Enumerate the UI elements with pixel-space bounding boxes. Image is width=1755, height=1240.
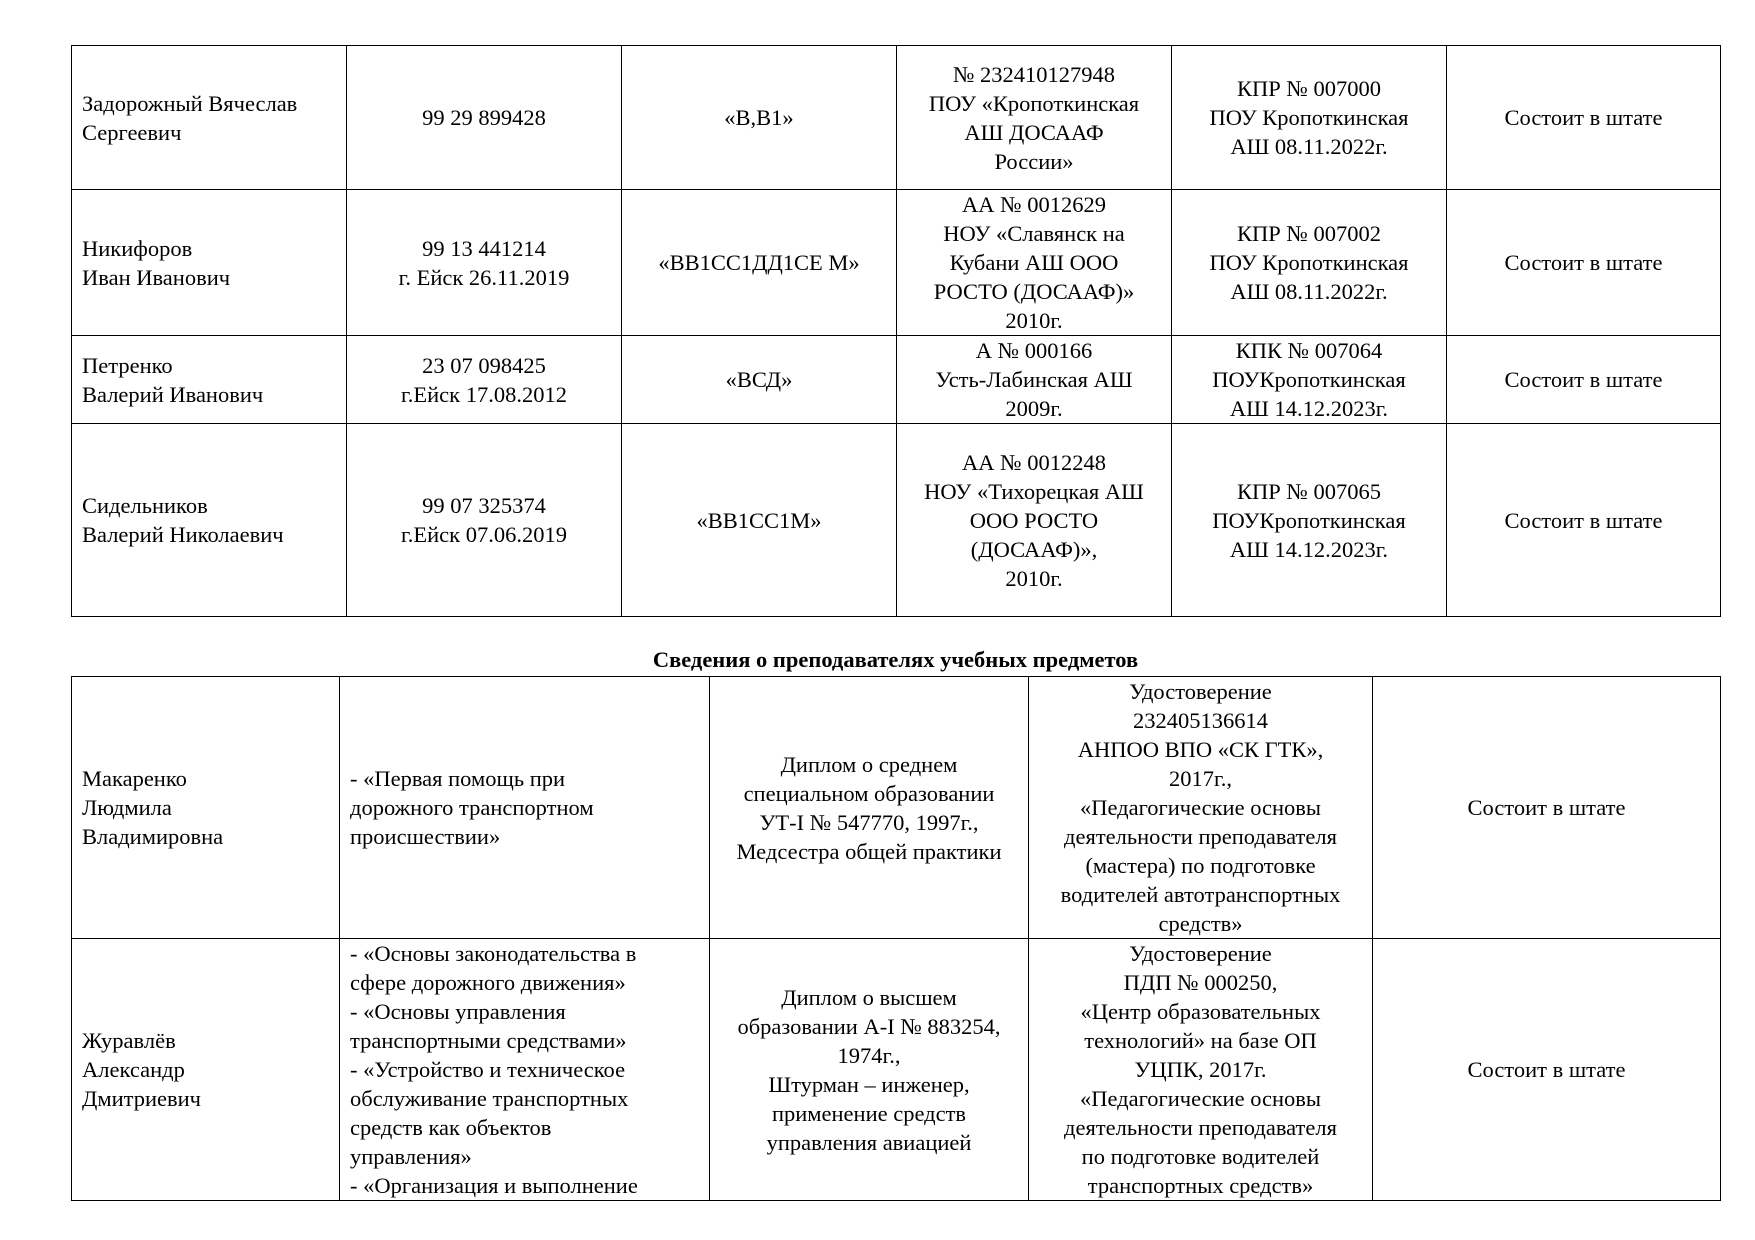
instructor-certificate-cell xyxy=(1172,336,1447,424)
instructor-certificate-line: ПОУ Кропоткинская xyxy=(1209,250,1409,275)
teacher-certificate-line: УЦПК, 2017г. xyxy=(1134,1057,1267,1082)
instructor-passport-line: 99 07 325374 xyxy=(422,493,546,518)
instructor-status: Состоит в штате xyxy=(1504,105,1663,130)
teacher-subjects-cell xyxy=(340,939,710,1201)
teacher-certificate-line: деятельности преподавателя xyxy=(1064,824,1337,849)
instructor-passport-line: 99 29 899428 xyxy=(422,105,546,130)
instructor-diploma-line: ООО РОСТО xyxy=(969,507,1099,533)
teacher-education-line: управления авиацией xyxy=(766,1129,972,1155)
instructor-name-line: Никифоров xyxy=(82,235,193,261)
instructor-name-line: Валерий Иванович xyxy=(82,381,264,407)
instructor-passport-line: 23 07 098425 xyxy=(422,352,546,378)
instructor-certificate-line: АШ 14.12.2023г. xyxy=(1229,396,1389,421)
instructor-row xyxy=(72,190,1721,336)
instructor-diploma-line: АА № 0012248 xyxy=(962,449,1106,475)
teacher-certificate-line: ПДП № 000250, xyxy=(1123,970,1278,995)
instructor-diploma-line: РОСТО (ДОСААФ)» xyxy=(933,279,1135,304)
instructor-diploma-line: № 232410127948 xyxy=(952,61,1116,87)
instructor-diploma-cell xyxy=(897,424,1172,617)
instructor-diploma-line: АШ ДОСААФ xyxy=(964,119,1104,145)
teacher-certificate-line: 2017г., xyxy=(1169,766,1232,791)
teacher-status: Состоит в штате xyxy=(1467,1057,1626,1082)
instructor-certificate-cell xyxy=(1172,424,1447,617)
instructor-passport-cell xyxy=(347,46,622,190)
instructor-category: «ВСД» xyxy=(725,367,793,392)
instructor-diploma-cell xyxy=(897,190,1172,336)
instructor-diploma-cell xyxy=(897,336,1172,424)
teacher-education-line: Штурман – инженер, xyxy=(768,1071,970,1097)
instructor-passport-line: г.Ейск 17.08.2012 xyxy=(401,381,567,407)
teacher-name-line: Дмитриевич xyxy=(82,1086,201,1111)
teacher-certificate-line: технологий» на базе ОП xyxy=(1084,1028,1317,1053)
teacher-name-cell xyxy=(72,939,340,1201)
instructor-diploma-line: НОУ «Славянск на xyxy=(943,221,1125,246)
instructor-name-line: Задорожный Вячеслав xyxy=(82,90,298,116)
teacher-education-line: применение средств xyxy=(771,1100,967,1126)
teacher-status-cell xyxy=(1373,939,1721,1201)
instructor-name-line: Сидельников xyxy=(82,493,208,518)
instructor-name-cell xyxy=(72,336,347,424)
instructor-diploma-line: НОУ «Тихорецкая АШ xyxy=(924,478,1144,504)
instructor-certificate-line: АШ 14.12.2023г. xyxy=(1229,536,1389,562)
teacher-education-cell xyxy=(710,939,1029,1201)
instructor-certificate-cell xyxy=(1172,190,1447,336)
instructor-diploma-line: ПОУ «Кропоткинская xyxy=(928,90,1140,116)
instructor-certificate-line: КПР № 007000 xyxy=(1237,76,1381,101)
instructor-category: «ВВ1СС1ДД1СЕ М» xyxy=(658,250,860,275)
teacher-subject-line: - «Устройство и техническое xyxy=(350,1057,626,1082)
instructor-category: «В,В1» xyxy=(724,105,794,130)
teacher-name-line: Александр xyxy=(82,1057,185,1082)
instructor-name-line: Петренко xyxy=(82,352,173,378)
teacher-certificate-line: Удостоверение xyxy=(1129,941,1272,966)
instructor-certificate-line: КПК № 007064 xyxy=(1235,338,1383,363)
teacher-certificate-line: деятельности преподавателя xyxy=(1064,1115,1337,1140)
teacher-subject-line: сфере дорожного движения» xyxy=(350,970,626,995)
instructor-certificate-line: КПР № 007002 xyxy=(1237,221,1381,246)
teachers-table xyxy=(71,676,1721,1201)
instructor-certificate-line: ПОУКропоткинская xyxy=(1212,507,1406,533)
instructor-diploma-line: АА № 0012629 xyxy=(962,192,1106,217)
teacher-certificate-line: «Центр образовательных xyxy=(1080,999,1321,1024)
teacher-certificate-cell xyxy=(1029,677,1373,939)
instructor-passport-cell xyxy=(347,190,622,336)
instructor-certificate-line: ПОУКропоткинская xyxy=(1212,367,1406,392)
teacher-certificate-line: транспортных средств» xyxy=(1087,1173,1314,1198)
teacher-row xyxy=(72,939,1721,1201)
instructor-row xyxy=(72,424,1721,617)
instructor-name-line: Валерий Николаевич xyxy=(82,522,284,547)
instructor-status: Состоит в штате xyxy=(1504,250,1663,275)
instructor-certificate-line: ПОУ Кропоткинская xyxy=(1209,105,1409,130)
instructor-name-cell xyxy=(72,46,347,190)
instructor-category-cell xyxy=(622,424,897,617)
teacher-subject-line: - «Основы управления xyxy=(350,999,566,1024)
instructor-status-cell xyxy=(1447,424,1721,617)
instructor-row xyxy=(72,336,1721,424)
instructor-certificate-line: АШ 08.11.2022г. xyxy=(1230,134,1388,159)
instructor-status: Состоит в штате xyxy=(1504,367,1663,392)
teacher-subject-line: - «Первая помощь при xyxy=(350,766,566,791)
teacher-education-line: образовании А-I № 883254, xyxy=(737,1013,1001,1039)
teacher-certificate-line: средств» xyxy=(1158,911,1243,936)
teacher-name-cell xyxy=(72,677,340,939)
teacher-certificate-cell xyxy=(1029,939,1373,1201)
teacher-subjects-cell xyxy=(340,677,710,939)
instructor-name-cell xyxy=(72,424,347,617)
instructor-passport-cell xyxy=(347,424,622,617)
teacher-subject-line: обслуживание транспортных xyxy=(350,1086,629,1111)
teacher-education-cell xyxy=(710,677,1029,939)
instructor-diploma-line: 2010г. xyxy=(1005,308,1063,333)
instructor-certificate-line: КПР № 007065 xyxy=(1237,478,1381,504)
instructor-category-cell xyxy=(622,190,897,336)
teacher-status: Состоит в штате xyxy=(1467,795,1626,820)
teacher-certificate-line: водителей автотранспортных xyxy=(1060,882,1341,907)
instructor-certificate-line: АШ 08.11.2022г. xyxy=(1230,279,1388,304)
teacher-subject-line: средств как объектов xyxy=(350,1115,552,1140)
teacher-subject-line: транспортными средствами» xyxy=(350,1028,627,1053)
teacher-education-line: Диплом о высшем xyxy=(781,984,957,1010)
instructor-name-line: Сергеевич xyxy=(82,119,182,145)
teacher-certificate-line: Удостоверение xyxy=(1129,679,1272,704)
instructor-passport-line: г.Ейск 07.06.2019 xyxy=(401,522,567,547)
instructor-category-cell xyxy=(622,46,897,190)
teacher-certificate-line: по подготовке водителей xyxy=(1081,1144,1320,1169)
teacher-education-line: 1974г., xyxy=(837,1042,901,1068)
teacher-education-line: специальном образовании xyxy=(743,780,995,806)
teacher-certificate-line: 232405136614 xyxy=(1133,708,1268,733)
teacher-name-line: Людмила xyxy=(82,795,172,820)
teacher-status-cell xyxy=(1373,677,1721,939)
teacher-name-line: Владимировна xyxy=(82,824,224,849)
instructor-category-cell xyxy=(622,336,897,424)
instructor-status-cell xyxy=(1447,46,1721,190)
instructor-diploma-line: (ДОСААФ)», xyxy=(970,536,1098,562)
instructor-row xyxy=(72,46,1721,190)
teacher-certificate-line: «Педагогические основы xyxy=(1079,795,1322,820)
instructor-status-cell xyxy=(1447,190,1721,336)
section-title: Сведения о преподавателях учебных предметов xyxy=(652,647,1139,672)
teacher-row xyxy=(72,677,1721,939)
teacher-education-line: УТ-I № 547770, 1997г., xyxy=(759,809,979,835)
teacher-certificate-line: АНПОО ВПО «СК ГТК», xyxy=(1077,737,1324,762)
teacher-subject-line: управления» xyxy=(350,1144,472,1169)
instructor-diploma-line: 2010г. xyxy=(1005,565,1063,591)
instructor-diploma-cell xyxy=(897,46,1172,190)
teacher-education-line: Диплом о среднем xyxy=(780,751,958,777)
teacher-subject-line: - «Организация и выполнение xyxy=(350,1173,638,1198)
teacher-certificate-line: «Педагогические основы xyxy=(1079,1086,1322,1111)
teacher-subject-line: происшествии» xyxy=(350,824,501,849)
instructor-diploma-line: 2009г. xyxy=(1005,396,1063,421)
instructors-table xyxy=(71,45,1721,617)
instructor-passport-line: 99 13 441214 xyxy=(422,235,546,261)
instructor-diploma-line: Кубани АШ ООО xyxy=(949,250,1119,275)
instructor-certificate-cell xyxy=(1172,46,1447,190)
instructor-diploma-line: России» xyxy=(994,148,1074,174)
instructor-diploma-line: А № 000166 xyxy=(975,338,1093,363)
instructor-passport-line: г. Ейск 26.11.2019 xyxy=(398,264,570,290)
instructor-passport-cell xyxy=(347,336,622,424)
instructor-name-cell xyxy=(72,190,347,336)
instructor-status: Состоит в штате xyxy=(1504,507,1663,533)
instructor-category: «ВВ1СС1М» xyxy=(696,507,822,533)
instructor-name-line: Иван Иванович xyxy=(82,264,231,290)
teacher-name-line: Журавлёв xyxy=(82,1028,176,1053)
teacher-subject-line: - «Основы законодательства в xyxy=(350,941,637,966)
instructor-diploma-line: Усть-Лабинская АШ xyxy=(935,367,1133,392)
instructor-status-cell xyxy=(1447,336,1721,424)
teacher-name-line: Макаренко xyxy=(82,766,187,791)
teacher-certificate-line: (мастера) по подготовке xyxy=(1085,853,1316,878)
teacher-subject-line: дорожного транспортном xyxy=(350,795,594,820)
teacher-education-line: Медсестра общей практики xyxy=(736,838,1002,864)
